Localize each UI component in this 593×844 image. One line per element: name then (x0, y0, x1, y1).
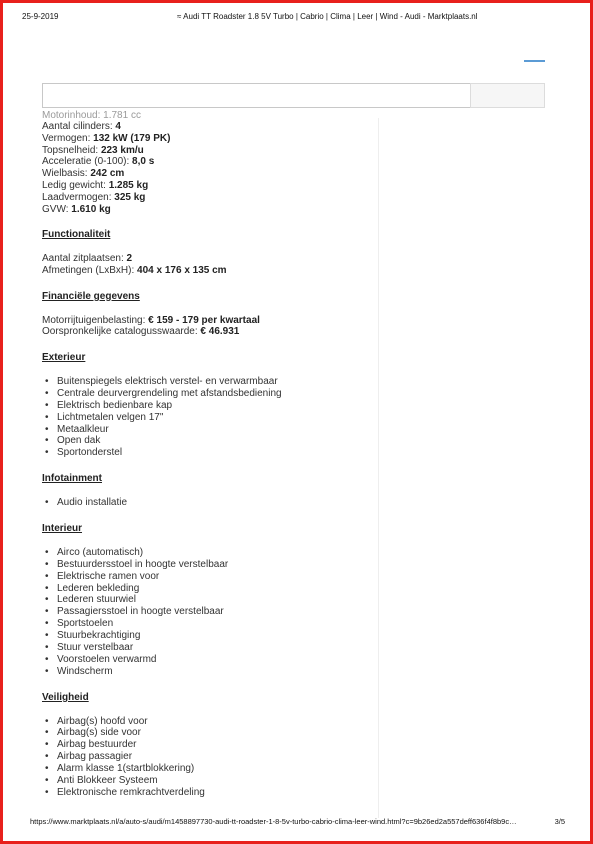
veiligheid-list (42, 716, 372, 799)
list-item: • Sportonderstel (45, 447, 372, 459)
list-item: • Stuur verstelbaar (45, 642, 372, 654)
column-divider (378, 118, 379, 818)
spec-line: Aantal cilinders: 4 (42, 121, 121, 132)
spec-line: Afmetingen (LxBxH): 404 x 176 x 135 cm (42, 264, 227, 276)
list-item: • Elektronische remkrachtverdeling (45, 787, 372, 799)
list-item: • Audio installatie (45, 497, 372, 509)
list-item: • Airbag(s) side voor (45, 727, 372, 739)
spec-line: Topsnelheid: 223 km/u (42, 144, 144, 156)
spec-line: Wielbasis: 242 cm (42, 168, 125, 180)
spec-line: Aantal zitplaatsen: 2 (42, 253, 133, 265)
interieur-list (42, 547, 372, 678)
list-item: • Centrale deurvergrendeling met afstandsbediening (45, 388, 372, 400)
spec-line: Acceleratie (0-100): 8,0 s (42, 156, 155, 168)
page-number: 3/5 (554, 817, 565, 826)
spec-list-basic (42, 110, 372, 215)
spec-line-cut: Motorinhoud: 1.781 cc (42, 110, 141, 121)
list-item: • Lichtmetalen velgen 17" (45, 412, 372, 424)
list-item: • Airbag bestuurder (45, 739, 372, 751)
exterieur-list (42, 376, 372, 459)
list-item: • Elektrisch bedienbare kap (45, 400, 372, 412)
section-title-functionaliteit: Functionaliteit (42, 229, 111, 241)
list-item: • Bestuurdersstoel in hoogte verstelbaar (45, 559, 372, 571)
list-item: • Airco (automatisch) (45, 547, 372, 559)
search-bar (42, 83, 545, 108)
spec-line: Vermogen: 132 kW (179 PK) (42, 132, 171, 144)
list-item: • Metaalkleur (45, 424, 372, 436)
section-title-interieur: Interieur (42, 523, 83, 534)
search-button[interactable] (470, 83, 545, 108)
print-url: https://www.marktplaats.nl/a/auto-s/audi/m1458897730-audi-tt-roadster-1-8-5v-turbo-cabrio-clima-leer-wind.html?c=9b26ed2a557deff636f4f8b9c… (30, 817, 517, 826)
section-title-veiligheid: Veiligheid (42, 691, 89, 703)
print-date: 25-9-2019 (22, 12, 59, 21)
list-item: • Elektrische ramen voor (45, 571, 372, 583)
list-item: • Sportstoelen (45, 618, 372, 630)
list-item: • Anti Blokkeer Systeem (45, 775, 372, 787)
spec-line: GVW: 1.610 kg (42, 203, 111, 215)
listing-specs-content (42, 108, 372, 812)
list-item: • Open dak (45, 435, 372, 447)
section-title-infotainment: Infotainment (42, 473, 102, 485)
list-item: • Passagiersstoel in hoogte verstelbaar (45, 606, 372, 618)
spec-line: Oorspronkelijke catalogusswaarde: € 46.931 (42, 326, 240, 338)
list-item: • Lederen bekleding (45, 583, 372, 595)
spec-line: Motorrijtuigenbelasting: € 159 - 179 per kwartaal (42, 314, 260, 326)
list-item: • Alarm klasse 1(startblokkering) (45, 763, 372, 775)
spec-line: Laadvermogen: 325 kg (42, 191, 146, 203)
list-item: • Airbag passagier (45, 751, 372, 763)
section-title-financieel: Financiële gegevens (42, 290, 140, 302)
list-item: • Lederen stuurwiel (45, 594, 372, 606)
spec-line: Ledig gewicht: 1.285 kg (42, 179, 149, 191)
list-item: • Windscherm (45, 666, 372, 678)
section-title-exterieur: Exterieur (42, 352, 86, 364)
list-item: • Airbag(s) hoofd voor (45, 716, 372, 728)
nav-accent-line (524, 60, 545, 62)
infotainment-list (42, 497, 372, 509)
list-item: • Buitenspiegels elektrisch verstel- en verwarmbaar (45, 376, 372, 388)
print-title: ≈ Audi TT Roadster 1.8 5V Turbo | Cabrio | Clima | Leer | Wind - Audi - Marktplaats.nl (177, 12, 478, 21)
list-item: • Stuurbekrachtiging (45, 630, 372, 642)
search-input[interactable] (42, 83, 470, 108)
list-item: • Voorstoelen verwarmd (45, 654, 372, 666)
